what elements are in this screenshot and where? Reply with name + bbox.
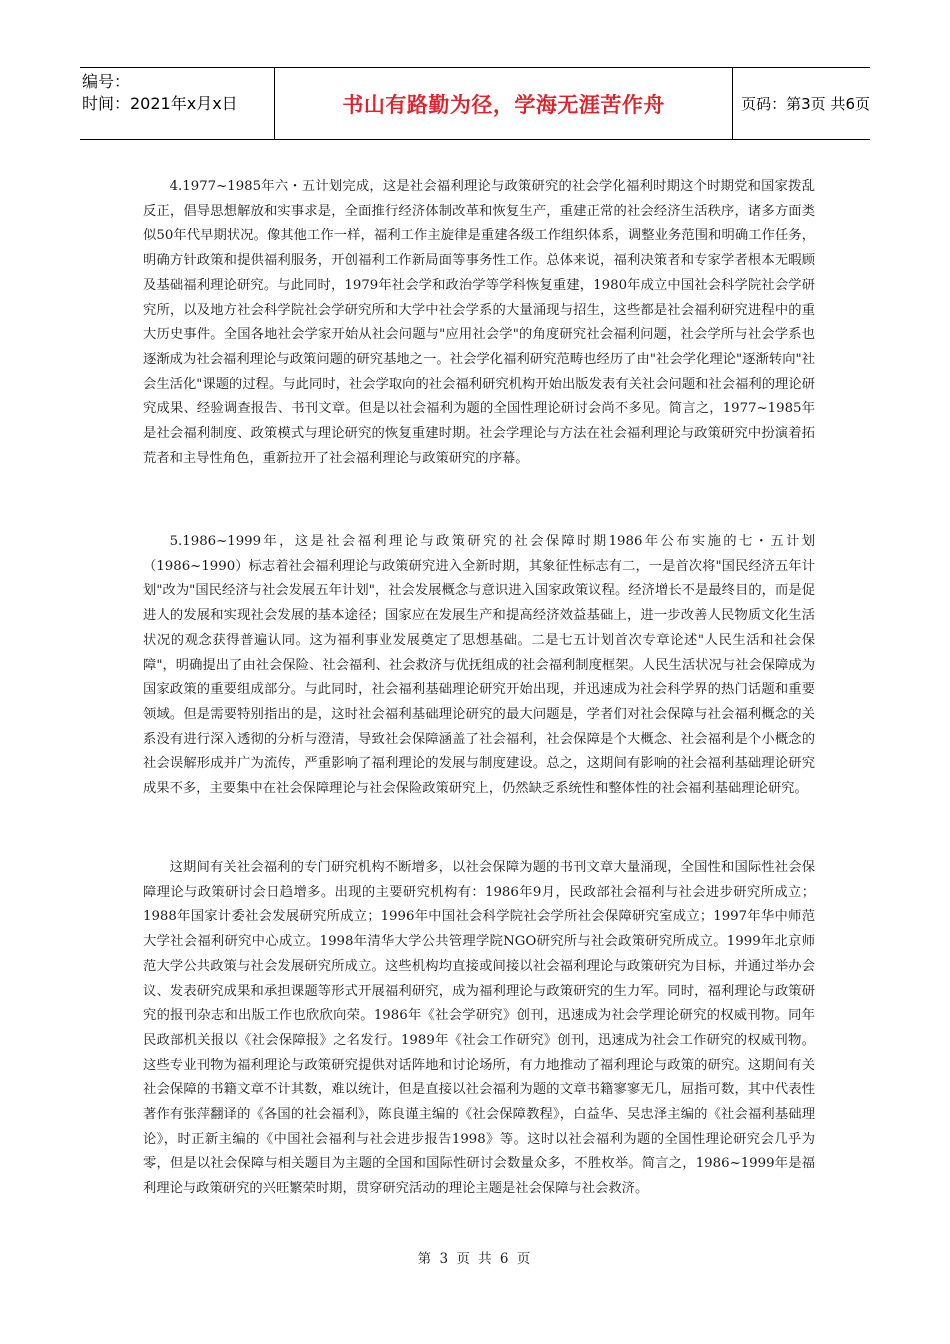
paragraph-1977-1985: 4.1977~1985年六・五计划完成，这是社会福利理论与政策研究的社会学化福利时期这个时期党和国家拨乱反正，倡导思想解放和实事求是，全面推行经济体制改革和恢复生产，重建正常的社会经济生活秩序，诸多方面类似50年代早期状况。像其他工作一样，福利工作主旋律是重建各级工作组织体系，调整业务范围和明确工作任务，明确方针政策和提供福利服务，开创福利工作新局面等事务性工作。总体来说，福利决策者和专家学者根本无暇顾及基础福利理论研究。与此同时，1979年社会学和政治学等学科恢复重建，1980年成立中国社会科学院社会学研究所，以及地方社会科学院社会学研究所和大学中社会学系的大量涌现与招生，这些都是社会福利研究进程中的重大历史事件。全国各地社会学家开始从社会问题与"应用社会学"的角度研究社会福利问题，社会学所与社会学系也逐渐成为社会福利理论与政策问题的研究基地之一。社会学化福利研究范畴也经历了由"社会学化理论"逐渐转向"社会生活化"课题的过程。与此同时，社会学取向的社会福利研究机构开始出版发表有关社会问题和社会福利的理论研究成果、经验调查报告、书刊文章。但是以社会福利为题的全国性理论研讨会尚不多见。简言之，1977~1985年是社会福利制度、政策模式与理论研究的恢复重建时期。社会学理论与方法在社会福利理论与政策研究中扮演着拓荒者和主导性角色，重新拉开了社会福利理论与政策研究的序幕。: [143, 179, 815, 466]
paragraph-1986-1999: 5.1986~1999年，这是社会福利理论与政策研究的社会保障时期1986年公布实施的七・五计划（1986~1990）标志着社会福利理论与政策研究进入全新时期，其象征性标志有二，一是首次将"国民经济五年计划"改为"国民经济与社会发展五年计划"，社会发展概念与意识进入国家政策议程。经济增长不是最终目的，而是促进人的发展和实现社会发展的基本途径；国家应在发展生产和提高经济效益基础上，进一步改善人民物质文化生活状况的观念获得普遍认同。这为福利事业发展奠定了思想基础。二是七五计划首次专章论述"人民生活和社会保障"，明确提出了由社会保险、社会福利、社会救济与优抚组成的社会福利制度框架。人民生活状况与社会保障成为国家政策的重要组成部分。与此同时，社会福利基础理论研究开始出现，并迅速成为社会科学界的热门话题和重要领域。但是需要特别指出的是，这时社会福利基础理论研究的最大问题是，学者们对社会保障与社会福利概念的关系没有进行深入透彻的分析与澄清，导致社会保障涵盖了社会福利，社会保障是个大概念、社会福利是个小概念的社会误解形成并广为流传，严重影响了福利理论的发展与制度建设。总之，这期间有影响的社会福利基础理论研究成果不多，主要集中在社会保障理论与社会保险政策研究上，仍然缺乏系统性和整体性的社会福利基础理论研究。: [143, 534, 815, 797]
document-number-label: 编号：: [82, 72, 131, 91]
page-footer: 第 3 页 共 6 页: [417, 1251, 533, 1267]
header-page-indicator: 页码：第3页 共6页: [741, 95, 870, 113]
header-meta: [80, 68, 275, 139]
document-date: 时间：2021年x月x日: [82, 94, 238, 113]
document-header: [80, 67, 870, 140]
header-motto: 书山有路勤为径，学海无涯苦作舟: [275, 68, 733, 139]
paragraph-research-institutions: 这期间有关社会福利的专门研究机构不断增多，以社会保障为题的书刊文章大量涌现，全国性和国际性社会保障理论与政策研讨会日趋增多。出现的主要研究机构有：1986年9月，民政部社会福利与社会进步研究所成立；1988年国家计委社会发展研究所成立；1996年中国社会科学院社会学所社会保障研究室成立；1997年华中师范大学社会福利研究中心成立。1998年清华大学公共管理学院NGO研究所与社会政策研究所成立。1999年北京师范大学公共政策与社会发展研究所成立。这些机构均直接或间接以社会福利理论与政策研究为目标，并通过举办会议、发表研究成果和承担课题等形式开展福利研究，成为福利理论与政策研究的生力军。同时，福利理论与政策研究的报刊杂志和出版工作也欣欣向荣。1986年《社会学研究》创刊，迅速成为社会学理论研究的权威刊物。同年民政部机关报以《社会保障报》之名发行。1989年《社会工作研究》创刊，迅速成为社会工作研究的权威刊物。这些专业刊物为福利理论与政策研究提供对话阵地和讨论场所，有力地推动了福利理论与政策的研究。这期间有关社会保障的书籍文章不计其数，难以统计，但是直接以社会福利为题的文章书籍寥寥无几，屈指可数，其中代表性著作有张萍翻译的《各国的社会福利》，陈良谨主编的《社会保障教程》，白益华、吴忠泽主编的《社会福利基础理论》，时正新主编的《中国社会福利与社会进步报告1998》等。这时以社会福利为题的全国性理论研究会几乎为零，但是以社会保障与相关题目为主题的全国和国际性研讨会数量众多，不胜枚举。简言之，1986~1999年是福利理论与政策研究的兴旺繁荣时期，贯穿研究活动的理论主题是社会保障与社会救济。: [143, 860, 815, 1197]
